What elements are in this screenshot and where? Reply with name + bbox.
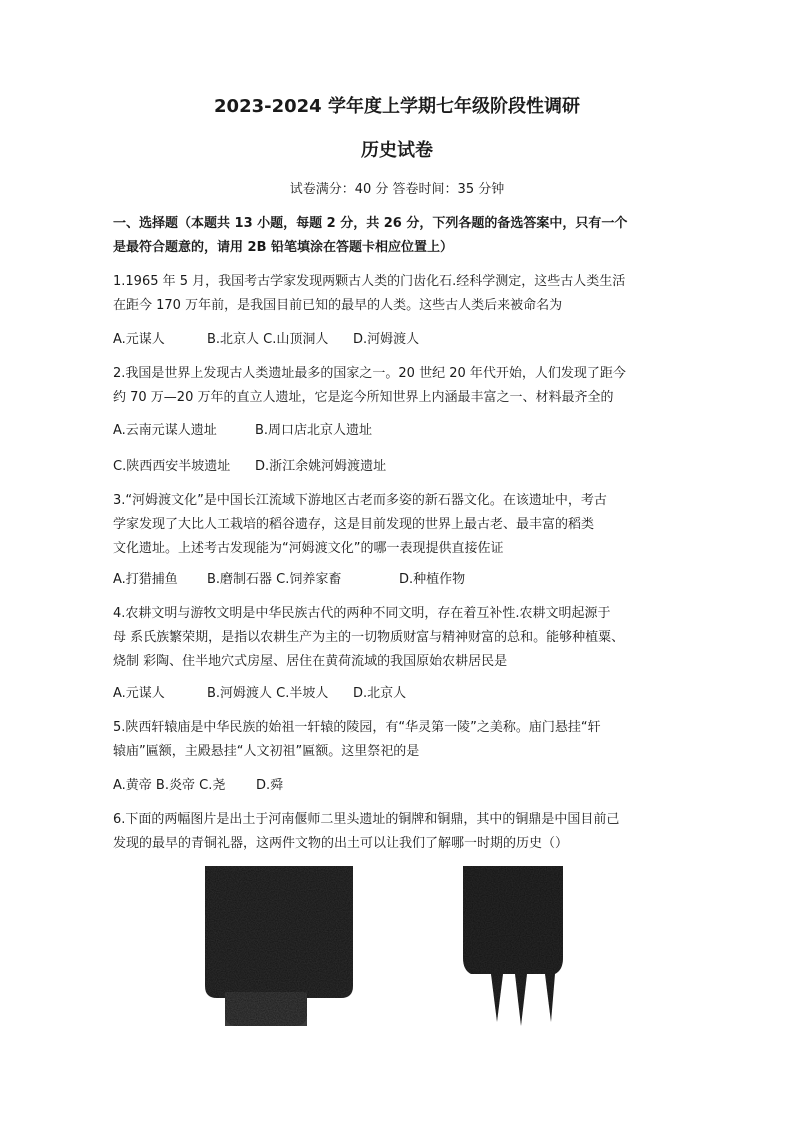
section-heading: [113, 212, 685, 260]
question-text-line: 在距今 170 万年前，是我国目前已知的最早的人类。这些古人类后来被命名为: [113, 298, 563, 313]
question-3: [113, 489, 685, 561]
question-1-options: [113, 328, 419, 347]
question-text-line: 约 70 万—20 万年的直立人遗址，它是迄今所知世界上内涵最丰富之一、材料最齐全的: [113, 390, 614, 405]
question-text-line: 学家发现了大比人工栽培的稻谷遗存，这是目前发现的世界上最古老、最丰富的稻类: [113, 517, 595, 532]
question-text-line: 5.陕西轩辕庙是中华民族的始祖一轩辕的陵园，有“华灵第一陵”之美称。庙门悬挂“轩: [113, 720, 601, 735]
question-text-line: 烧制 彩陶、住半地穴式房屋、居住在黄荷流域的我国原始农耕居民是: [113, 654, 508, 669]
option: D.河姆渡人: [353, 332, 420, 347]
option: B.河姆渡人 C.半坡人: [207, 686, 329, 701]
question-3-options: [113, 568, 465, 587]
question-4: [113, 602, 685, 674]
question-4-options: [113, 682, 406, 701]
option: B.北京人 C.山顶洞人: [207, 332, 329, 347]
question-5-options: [113, 774, 283, 793]
section-heading-line: 是最符合题意的，请用 2B 铅笔填涂在答题卡相应位置上）: [113, 240, 454, 255]
question-5: [113, 716, 685, 764]
exam-subtitle: 历史试卷: [361, 140, 433, 161]
question-text-line: 1.1965 年 5 月，我国考古学家发现两颗古人类的门齿化石.经科学测定，这些古人类生活: [113, 274, 626, 289]
question-text-line: 3.“河姆渡文化”是中国长江流域下游地区古老而多姿的新石器文化。在该遗址中，考古: [113, 493, 607, 508]
question-1: [113, 270, 685, 318]
question-text-line: 发现的最早的青铜礼器，这两件文物的出土可以让我们了解哪一时期的历史（）: [113, 836, 569, 851]
option: A.黄帝 B.炎帝 C.尧: [113, 778, 226, 793]
option: D.舜: [256, 778, 284, 793]
option: B.周口店北京人遗址: [255, 423, 373, 438]
section-heading-line: 一、选择题（本题共 13 小题，每题 2 分，共 26 分，下列各题的备选答案中，只有一个: [113, 216, 628, 231]
option: D.种植作物: [399, 572, 466, 587]
option: A.元谋人: [113, 686, 165, 701]
question-2-options-row2: [113, 455, 386, 474]
bronze-ding-photo: [463, 866, 571, 1030]
question-2-options: [113, 419, 372, 438]
option: A.打猎捕鱼: [113, 572, 178, 587]
question-text-line: 辕庙”匾额，主殿悬挂“人文初祖”匾额。这里祭祀的是: [113, 744, 420, 759]
option: D.浙江余姚河姆渡遗址: [255, 459, 387, 474]
question-6: [113, 808, 685, 856]
question-text-line: 母 系氏族繁荣期，是指以农耕生产为主的一切物质财富与精神财富的总和。能够种植粟、: [113, 630, 625, 645]
bronze-plaque-photo: [203, 866, 367, 1030]
question-text-line: 2.我国是世界上发现古人类遗址最多的国家之一。20 世纪 20 年代开始，人们发现了距今: [113, 366, 626, 381]
option: C.陕西西安半坡遗址: [113, 459, 231, 474]
question-text-line: 6.下面的两幅图片是出土于河南偃师二里头遗址的铜牌和铜鼎，其中的铜鼎是中国目前己: [113, 812, 620, 827]
exam-title: 2023-2024 学年度上学期七年级阶段性调研: [214, 96, 580, 117]
option: A.元谋人: [113, 332, 165, 347]
option: A.云南元谋人遗址: [113, 423, 217, 438]
exam-meta: 试卷满分：40 分 答卷时间：35 分钟: [289, 182, 505, 197]
question-2: [113, 362, 685, 410]
question-text-line: 文化遗址。上述考古发现能为“河姆渡文化”的哪一表现提供直接佐证: [113, 541, 504, 556]
question-text-line: 4.农耕文明与游牧文明是中华民族古代的两种不同文明，存在着互补性.农耕文明起源于: [113, 606, 611, 621]
option: D.北京人: [353, 686, 407, 701]
question-6-images: [203, 866, 683, 1030]
option: B.磨制石器 C.饲养家畜: [207, 572, 342, 587]
